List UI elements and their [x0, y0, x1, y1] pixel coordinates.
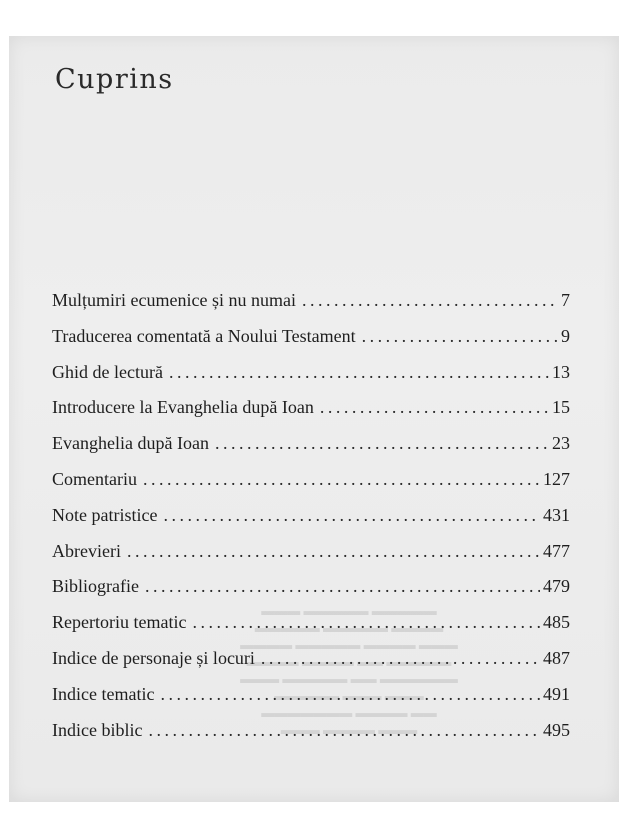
toc-entry-label: Ghid de lectură [52, 361, 163, 382]
toc-entry [52, 290, 570, 326]
toc-entry-label: Bibliografie [52, 576, 139, 597]
dot-leader [302, 290, 558, 311]
dot-leader [145, 576, 540, 597]
toc-entry [52, 684, 570, 720]
dot-leader [261, 648, 540, 669]
toc-entry-page: 15 [552, 397, 570, 418]
dot-leader [362, 326, 558, 347]
dot-leader [127, 541, 540, 562]
toc-entry [52, 541, 570, 577]
dot-leader [148, 720, 540, 741]
toc-entry-page: 431 [543, 504, 570, 525]
toc-entry-page: 485 [543, 612, 570, 633]
toc-entry [52, 326, 570, 362]
toc-entry [52, 505, 570, 541]
toc-entry-label: Introducere la Evanghelia după Ioan [52, 397, 314, 418]
toc-entry [52, 433, 570, 469]
toc-entry [52, 397, 570, 433]
toc-entry-page: 127 [543, 468, 570, 489]
toc-entry-label: Traducerea comentată a Noului Testament [52, 325, 356, 346]
toc-entry-page: 23 [552, 433, 570, 454]
toc-entry [52, 612, 570, 648]
dot-leader [215, 433, 549, 454]
toc-entry-page: 477 [543, 540, 570, 561]
toc-entry-label: Mulțumiri ecumenice și nu numai [52, 290, 296, 310]
dot-leader [160, 684, 540, 705]
toc-entry [52, 720, 570, 756]
toc-entry [52, 469, 570, 505]
dot-leader [320, 397, 549, 418]
dot-leader [143, 469, 540, 490]
toc-entry-page: 7 [561, 290, 570, 310]
toc-entry-label: Indice biblic [52, 719, 143, 740]
toc-entry-label: Repertoriu tematic [52, 612, 187, 633]
show-through-texture: ▬▬▬ ▬▬▬▬▬ ▬▬▬▬▬ ▬▬▬▬▬ ▬▬▬▬▬ ▬▬▬▬ ▬▬▬▬ ▬▬▬▬▬ ▬▬▬▬ ▬▬▬ ▬▬▬▬ ▬▬▬▬ ▬▬ ▬▬▬▬▬ ▬▬▬ ▬▬▬▬▬ ▬▬ ▬▬▬▬▬▬ ▬▬▬▬▬ ▬▬▬ ▬▬▬ ▬▬▬▬▬▬▬ ▬▬▬▬ ▬▬ ▬▬▬ ▬▬▬▬ ▬▬▬ [240, 603, 458, 737]
toc-entry-page: 495 [543, 719, 570, 740]
toc-entry-label: Evanghelia după Ioan [52, 433, 209, 454]
toc-entry-page: 9 [561, 325, 570, 346]
toc-entry-page: 13 [552, 361, 570, 382]
book-page [9, 36, 619, 802]
toc-entry-label: Indice de personaje și locuri [52, 647, 255, 668]
toc-entry-label: Indice tematic [52, 683, 155, 704]
dot-leader [192, 612, 540, 633]
table-of-contents [52, 290, 570, 755]
toc-entry-label: Comentariu [52, 468, 137, 489]
toc-entry-page: 479 [543, 576, 570, 597]
page-title: Cuprins [55, 64, 174, 95]
toc-entry-page: 491 [543, 683, 570, 704]
toc-entry-label: Note patristice [52, 504, 158, 525]
toc-entry [52, 648, 570, 684]
dot-leader [163, 505, 540, 526]
toc-entry-label: Abrevieri [52, 540, 121, 561]
dot-leader [169, 362, 549, 383]
toc-entry [52, 576, 570, 612]
toc-entry-page: 487 [543, 647, 570, 668]
toc-entry [52, 362, 570, 398]
